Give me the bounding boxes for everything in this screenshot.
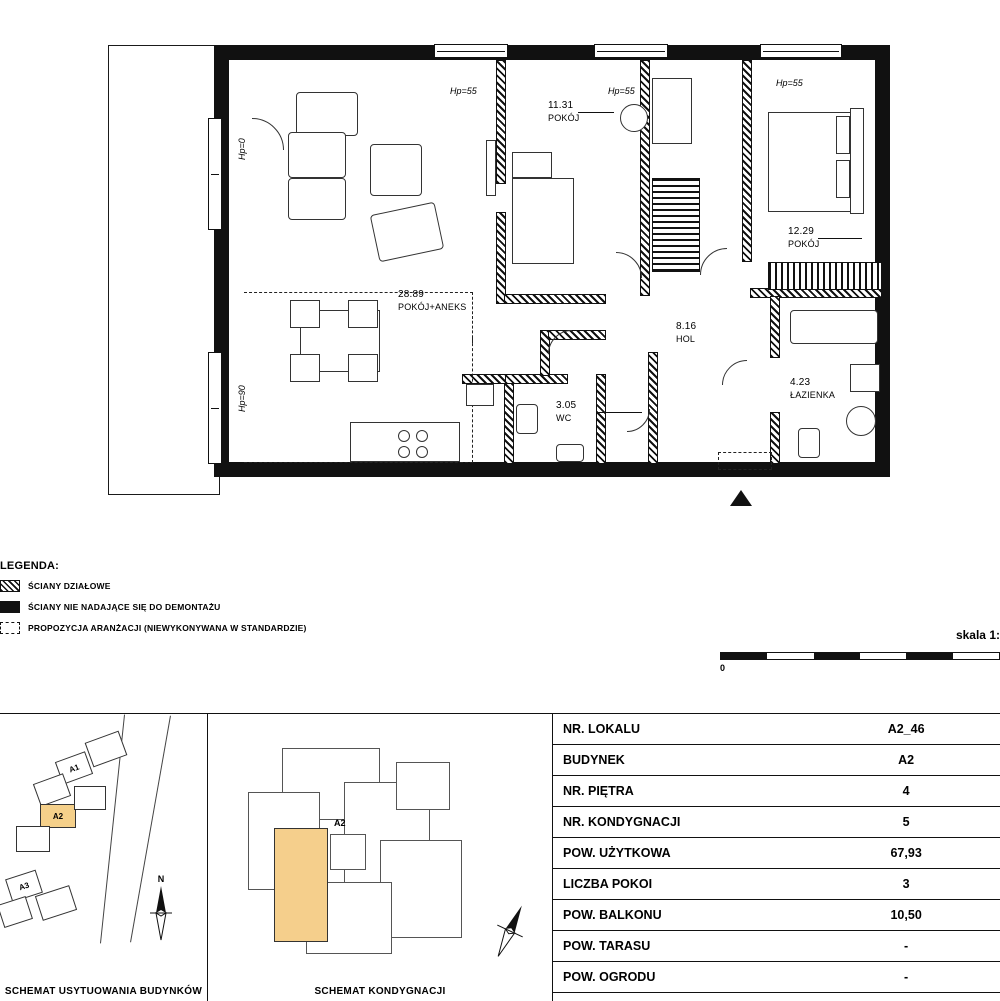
legend-item-arrangement [0,622,307,634]
window-note-4: Hp=0 [237,138,247,160]
room-name-bathroom: ŁAZIENKA [790,390,836,400]
room-label-wc [556,400,576,424]
leader-line-room-2 [818,238,862,239]
sofa-seat [288,132,346,178]
partition-wall-middle-right [640,60,650,296]
room-name-room-2: POKÓJ [788,239,820,249]
spec-key-pow-tarasu: POW. TARASU [553,931,812,962]
stove-burner-4 [416,446,428,458]
table-row [553,807,1000,838]
table-row [553,900,1000,931]
spec-key-nr-kondygnacji: NR. KONDYGNACJI [553,807,812,838]
partition-wall-wc-top [504,374,568,384]
legend-item-partition [0,580,307,592]
stair-block-right [768,262,882,290]
spec-key-pow-uzytkowa: POW. UŻYTKOWA [553,838,812,869]
spec-key-pow-ogrodu: POW. OGRODU [553,962,812,993]
spec-value-liczba-pokoi: 3 [812,869,1000,900]
legend-title: LEGENDA: [0,560,60,572]
scale-zero-tick: 0 [720,663,726,673]
room-area-room-1: 11.31 [548,100,574,111]
room-label-bathroom [790,377,835,401]
table-row [553,838,1000,869]
partition-wall-wc-right [596,374,606,464]
spec-value-pow-ogrodu: - [812,962,1000,993]
compass-needle-rotated-icon [490,900,530,962]
site-building-a2-label: A2 [52,811,64,821]
site-building-a2-wing [16,826,50,852]
window-top-2 [594,44,668,58]
entrance-arrow-icon [730,490,752,506]
spec-key-nr-pietra: NR. PIĘTRA [553,776,812,807]
sofa-seat-2 [288,178,346,220]
window-note-2: Hp=55 [608,86,635,96]
spec-value-nr-lokalu: A2_46 [812,714,1000,745]
legend-swatch-hatch-icon [0,580,20,592]
chair-middle-room [620,104,648,132]
legend [0,560,307,643]
stair-block-upper [652,178,700,272]
bed-headboard [850,108,864,214]
compass-north-label: N [157,874,165,884]
schem-unit-label: A2 [334,818,346,828]
table-row [553,962,1000,993]
spec-value-pow-uzytkowa: 67,93 [812,838,1000,869]
legend-label-partition: ŚCIANY DZIAŁOWE [28,581,111,591]
toilet-wc [516,404,538,434]
table-row [553,931,1000,962]
scale-label: skala 1: [955,628,1000,642]
unit-spec-table [553,714,1000,993]
desk-middle-room [512,178,574,264]
room-label-hall [676,321,696,345]
bathtub [790,310,878,344]
balcony-area [108,45,220,495]
partition-wall-living-room [496,60,506,184]
wc-basin [556,444,584,462]
unit-spec-panel [553,714,1000,1001]
leader-line-room-1 [578,112,614,113]
spec-key-nr-lokalu: NR. LOKALU [553,714,812,745]
schem-block-4 [380,840,462,938]
partition-wall-bathroom-left [770,296,780,358]
spec-value-pow-balkonu: 10,50 [812,900,1000,931]
room-area-bathroom: 4.23 [790,377,811,388]
stove-burner-2 [416,430,428,442]
table-row [553,745,1000,776]
site-building-a2[interactable] [40,804,76,828]
site-building-a1-label: A1 [67,762,81,774]
window-note-1: Hp=55 [450,86,477,96]
site-building-a2-wing-2 [74,786,106,810]
window-top-3 [760,44,842,58]
wardrobe-middle-room [512,152,552,178]
spec-value-budynek: A2 [812,745,1000,776]
floor-schematic-caption: SCHEMAT KONDYGNACJI [314,986,446,997]
floor-schematic-drawing [248,742,503,957]
room-area-wc: 3.05 [556,400,577,411]
schem-core [330,834,366,870]
washing-machine [846,406,876,436]
scale-bar-block [720,628,1000,673]
window-note-5: Hp=90 [237,385,247,412]
desk-middle-room-2 [652,78,692,144]
pillow-2 [836,160,850,198]
legend-swatch-dashed-icon [0,622,20,634]
window-top-1 [434,44,508,58]
spec-key-liczba-pokoi: LICZBA POKOI [553,869,812,900]
spec-key-pow-balkonu: POW. BALKONU [553,900,812,931]
spec-key-budynek: BUDYNEK [553,745,812,776]
partition-wall-wc-left [504,374,514,464]
site-plan-caption: SCHEMAT USYTUOWANIA BUDYNKÓW [4,986,203,997]
partition-wall-middle-bottom [504,294,606,304]
entrance-threshold [718,452,772,470]
coffee-table [370,144,422,196]
schem-block-6 [396,762,450,810]
washbasin [850,364,880,392]
legend-item-structural [0,601,307,613]
site-building-a3-wing-2 [0,896,33,928]
scale-bar [720,652,1000,660]
spec-value-nr-pietra: 4 [812,776,1000,807]
room-area-room-2: 12.29 [788,226,815,237]
partition-wall-living-room-2 [496,212,506,304]
legend-swatch-solid-icon [0,601,20,613]
leader-line-wc [596,412,642,413]
room-name-room-1: POKÓJ [548,113,580,123]
partition-wall-bedroom-left [742,60,752,262]
table-row [553,869,1000,900]
table-row [553,776,1000,807]
bottom-panels [0,713,1000,1001]
toilet-bathroom [798,428,820,458]
stove-burner-3 [398,446,410,458]
room-label-room-1 [548,100,580,124]
site-building-a3-label: A3 [17,880,31,892]
spec-value-pow-tarasu: - [812,931,1000,962]
pillow-1 [836,116,850,154]
room-name-hall: HOL [676,334,696,344]
window-note-3: Hp=55 [776,78,803,88]
tv-unit [486,140,496,196]
sofa-back [296,92,358,136]
legend-label-structural: ŚCIANY NIE NADAJĄCE SIĘ DO DEMONTAŻU [28,602,221,612]
room-name-wc: WC [556,413,572,423]
compass-needle-icon [148,884,174,942]
site-plan-panel [0,714,208,1001]
legend-label-arrangement: PROPOZYCJA ARANŻACJI (NIEWYKONYWANA W STANDARDZIE) [28,623,307,633]
stove-burner-1 [398,430,410,442]
window-left-lower [208,352,222,464]
spec-value-nr-kondygnacji: 5 [812,807,1000,838]
partition-wall-corridor-right [648,352,658,464]
room-area-living: 28.89 [398,289,425,300]
window-left-door [208,118,222,230]
floor-schematic-panel [208,714,553,1001]
floor-compass [490,900,530,967]
room-name-living: POKÓJ+ANEKS [398,302,467,312]
schem-selected-unit[interactable] [274,828,328,942]
sink-unit [466,384,494,406]
room-area-hall: 8.16 [676,321,697,332]
table-row [553,714,1000,745]
site-compass [148,874,174,947]
room-label-living [398,289,466,313]
room-label-room-2 [788,226,820,250]
